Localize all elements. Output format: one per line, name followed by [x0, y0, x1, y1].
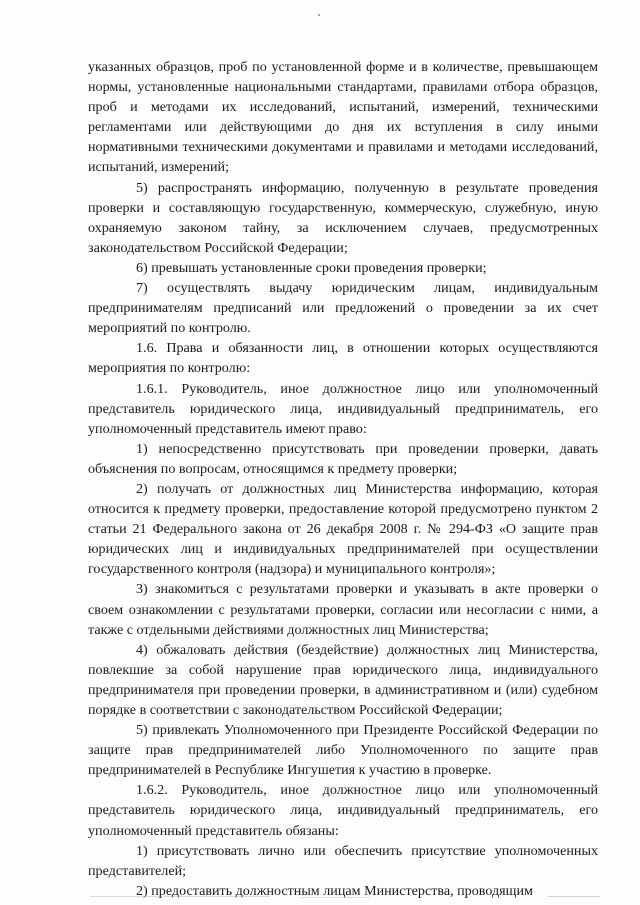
paragraph-item-7: 7) осуществлять выдачу юридическим лицам, индивидуальным предпринимателям предписаний или предложений о проведении за их счет мероприятий по контролю. — [88, 280, 598, 337]
paragraph-item-6: 6) превышать установленные сроки проведения проверки; — [136, 259, 487, 276]
scan-artifact-line — [90, 896, 270, 897]
paragraph-item-5: 5) распространять информацию, полученную в результате проведения проверки и составляющую государственную, коммерческую, служебную, иную охраняемую законом тайну, за исключением случаев, предусмотренных законодательством Российской Федерации; — [88, 179, 598, 256]
paragraph-right-3: 3) знакомиться с результатами проверки и указывать в акте проверки о своем ознакомлении с результатами проверки, согласии или несогласии с ними, а также с отдельными действиями должностных лиц Министерства; — [88, 581, 598, 638]
scan-artifact-line — [548, 896, 600, 897]
paragraph-continuation: указанных образцов, проб по установленной форме и в количестве, превышающем нормы, установленные национальными стандартами, правилами отбора образцов, проб и методами их исследований, испытаний, измерений, техническими регламентами или действующими до дня их вступления в силу иными нормативными техническими документами и правилами и методами исследований, испытаний, измерений; — [88, 59, 598, 176]
scan-artifact-line — [300, 897, 370, 898]
paragraph-right-5: 5) привлекать Уполномоченного при Президенте Российской Федерации по защите прав предпринимателей либо Уполномоченного по защите прав предпринимателей в Республике Ингушетия к участию в проверке. — [88, 722, 598, 779]
paragraph-section-1-6-1: 1.6.1. Руководитель, иное должностное лицо или уполномоченный представитель юридического лица, индивидуальный предприниматель, его уполномоченный представитель имеют право: — [88, 380, 598, 437]
paragraph-right-4: 4) обжаловать действия (бездействие) должностных лиц Министерства, повлекшие за собой нарушение прав юридического лица, индивидуального предпринимателя при проведении проверки, в административном и (или) судебном порядке в соответствии с законодательством Российской Федерации; — [88, 641, 598, 718]
scan-artifact-dot — [318, 14, 320, 16]
paragraph-right-2: 2) получать от должностных лиц Министерства информацию, которая относится к предмету проверки, предоставление которой предусмотрено пунктом 2 статьи 21 Федерального закона от 26 декабря 2008 г. № 294-ФЗ «О защите прав юридических лиц и индивидуальных предпринимателей при осуществлении государственного контроля (надзора) и муниципального контроля»; — [88, 480, 598, 578]
paragraph-right-1: 1) непосредственно присутствовать при проведении проверки, давать объяснения по вопросам, относящимся к предмету проверки; — [88, 440, 598, 477]
document-body — [88, 57, 598, 901]
paragraph-section-1-6: 1.6. Права и обязанности лиц, в отношении которых осуществляются мероприятия по контролю: — [88, 340, 598, 377]
paragraph-duty-1: 1) присутствовать лично или обеспечить присутствие уполномоченных представителей; — [88, 842, 598, 879]
paragraph-section-1-6-2: 1.6.2. Руководитель, иное должностное лицо или уполномоченный представитель юридического лица, индивидуальный предприниматель, его уполномоченный представитель обязаны: — [88, 782, 598, 839]
paragraph-duty-2: 2) предоставить должностным лицам Министерства, проводящим — [136, 882, 533, 899]
